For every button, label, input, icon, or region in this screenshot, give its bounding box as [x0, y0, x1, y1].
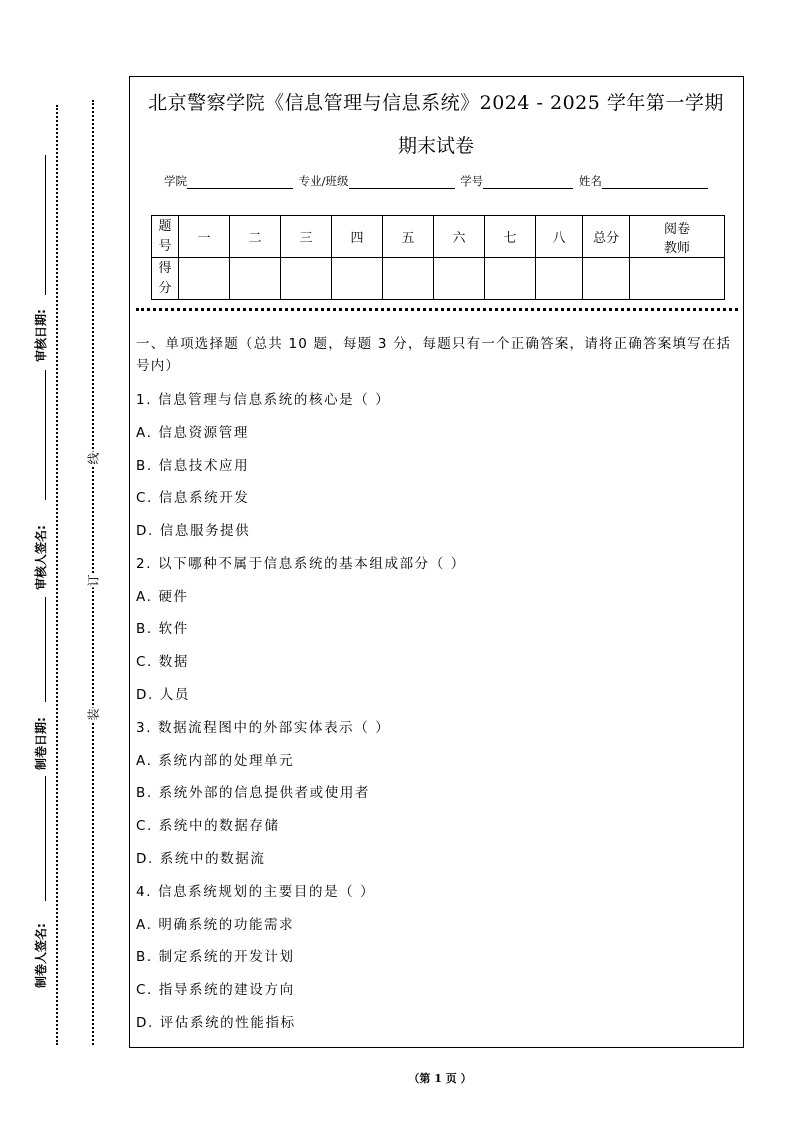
col-8: 八 — [536, 216, 583, 258]
score-table — [151, 215, 725, 300]
question-option: A. 信息资源管理 — [136, 425, 249, 441]
score-cell[interactable] — [485, 258, 536, 300]
question-option: A. 明确系统的功能需求 — [136, 917, 295, 933]
question-option: C. 数据 — [136, 654, 190, 670]
score-cell-total[interactable] — [583, 258, 630, 300]
score-cell[interactable] — [434, 258, 485, 300]
score-cell[interactable] — [332, 258, 383, 300]
id-field[interactable] — [483, 175, 573, 189]
reviewer-sign-line — [45, 370, 46, 500]
binding-fold-char: 装 — [86, 708, 101, 721]
section-divider — [136, 308, 738, 311]
question-option: B. 系统外部的信息提供者或使用者 — [136, 785, 371, 801]
question-no-header: 题 号 — [152, 216, 179, 258]
col-5: 五 — [383, 216, 434, 258]
question-option: D. 人员 — [136, 687, 190, 703]
score-header: 得 分 — [152, 258, 179, 300]
major-label: 专业/班级 — [298, 174, 349, 188]
question-option: D. 系统中的数据流 — [136, 851, 266, 867]
question-option: A. 系统内部的处理单元 — [136, 753, 295, 769]
score-cell[interactable] — [179, 258, 230, 300]
col-6: 六 — [434, 216, 485, 258]
score-table-header-row — [152, 216, 725, 258]
score-cell[interactable] — [383, 258, 434, 300]
question-option: C. 指导系统的建设方向 — [136, 982, 295, 998]
make-date-line — [45, 597, 46, 702]
question-stem: 4. 信息系统规划的主要目的是（ ） — [136, 884, 376, 900]
reviewer-sign-label: 审核人签名: — [34, 525, 48, 590]
question-option: D. 信息服务提供 — [136, 523, 251, 539]
binding-dotted-line-inner — [92, 100, 94, 1045]
major-field[interactable] — [349, 175, 455, 189]
score-cell[interactable] — [230, 258, 281, 300]
name-field[interactable] — [602, 175, 708, 189]
name-label: 姓名 — [578, 174, 602, 188]
make-date-label: 制卷日期: — [34, 717, 48, 770]
college-field[interactable] — [187, 175, 293, 189]
exam-title: 北京警察学院《信息管理与信息系统》2024 - 2025 学年第一学期 — [148, 92, 724, 114]
score-table-score-row — [152, 258, 725, 300]
col-grader: 阅卷 教师 — [630, 216, 725, 258]
score-cell-grader[interactable] — [630, 258, 725, 300]
question-stem: 2. 以下哪种不属于信息系统的基本组成部分（ ） — [136, 556, 466, 572]
student-info-line — [164, 173, 710, 189]
question-stem: 1. 信息管理与信息系统的核心是（ ） — [136, 392, 391, 408]
question-option: B. 信息技术应用 — [136, 458, 250, 474]
binding-line-char: 线 — [86, 452, 101, 465]
question-option: A. 硬件 — [136, 589, 189, 605]
review-date-label: 审核日期: — [34, 309, 48, 362]
col-4: 四 — [332, 216, 383, 258]
review-date-line — [45, 155, 46, 295]
col-2: 二 — [230, 216, 281, 258]
score-cell[interactable] — [281, 258, 332, 300]
question-option: C. 信息系统开发 — [136, 490, 250, 506]
college-label: 学院 — [164, 174, 187, 188]
binding-bind-char: 订 — [86, 574, 101, 587]
score-cell[interactable] — [536, 258, 583, 300]
maker-sign-label: 制卷人签名: — [34, 923, 48, 988]
maker-sign-line — [45, 776, 46, 901]
question-option: B. 制定系统的开发计划 — [136, 949, 295, 965]
exam-subtitle: 期末试卷 — [397, 135, 474, 157]
question-option: C. 系统中的数据存储 — [136, 818, 280, 834]
section-1-heading: 一、单项选择题（总共 10 题，每题 3 分，每题只有一个正确答案，请将正确答案填写在括号内） — [136, 336, 732, 374]
page-number: （第 1 页 ） — [408, 1072, 472, 1085]
col-total: 总分 — [583, 216, 630, 258]
col-1: 一 — [179, 216, 230, 258]
question-option: B. 软件 — [136, 621, 189, 637]
id-label: 学号 — [460, 174, 484, 188]
col-3: 三 — [281, 216, 332, 258]
binding-dotted-line-outer — [56, 105, 58, 1045]
question-stem: 3. 数据流程图中的外部实体表示（ ） — [136, 720, 391, 736]
col-7: 七 — [485, 216, 536, 258]
question-option: D. 评估系统的性能指标 — [136, 1015, 296, 1031]
